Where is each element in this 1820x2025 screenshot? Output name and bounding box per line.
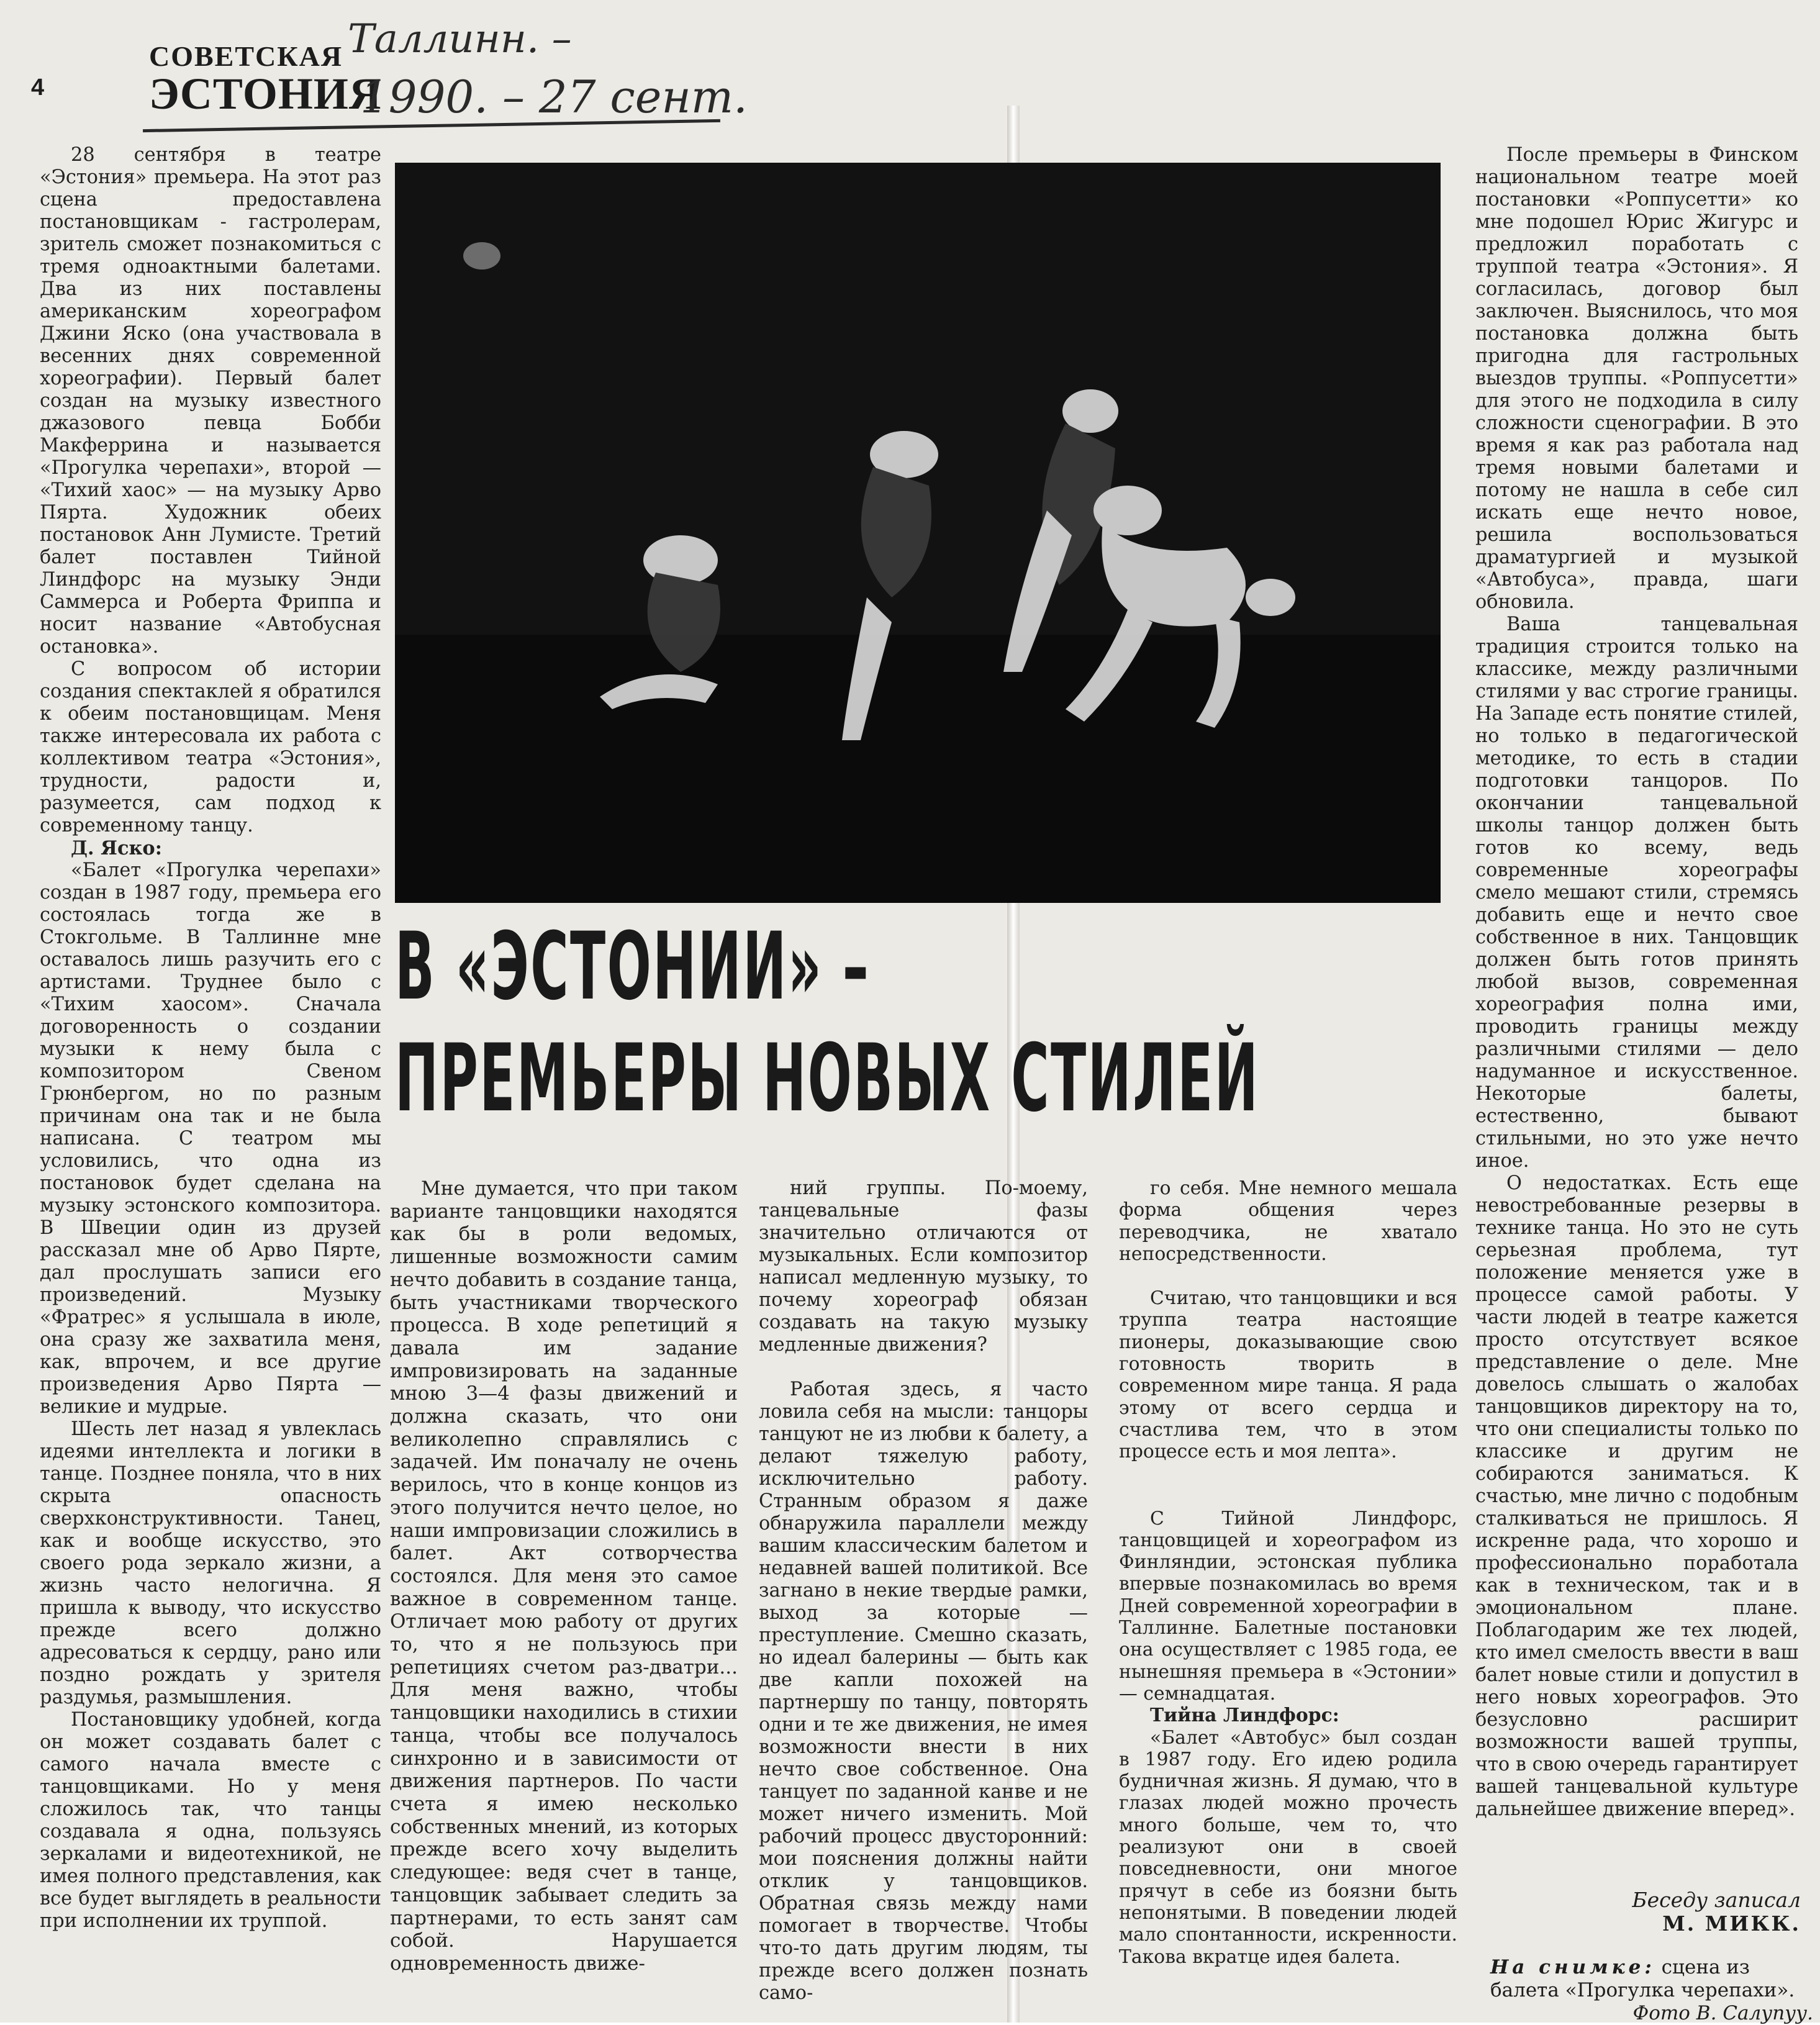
handwritten-city: Таллинн. – [348, 16, 572, 62]
ballet-photo [395, 163, 1441, 903]
paragraph: После премьеры в Финском национальном театре моей постановки «Роппусетти» ко мне подошел Юрис Жигурс и предложил поработать с труппой театра «Эстония». Я согласилась, договор был заключен. Выяснилось, что моя постановка должна быть пригодна для гастрольных выездов труппы. «Роппусетти» для этого не подходила в силу сложности сценографии. В это время я как раз работала над тремя новыми балетами и потому не нашла в себе сил искать еще нечто новое, решила воспользоваться драматургией и музыкой «Автобуса», правда, шаги обновила. [1475, 144, 1798, 613]
photo-credit: Фото В. Салупуу. [1632, 2002, 1813, 2024]
speaker-label: Тийна Линдфорс: [1150, 1705, 1339, 1727]
signoff-author: М. МИКК. [1662, 1911, 1801, 1936]
headline-line-1: В «ЭСТОНИИ» – [395, 913, 871, 1021]
paragraph: Постановщику удобней, когда он может создавать балет с самого начала вместе с танцовщиками. Но у меня сложилось так, что танцы создавала я одна, пользуясь зеркалами и видеотехникой, не имея полного представления, как все будет выглядеть в реальности при исполнении их труппой. [40, 1709, 381, 1932]
article-column-5 [1475, 144, 1798, 1821]
paragraph: «Балет «Автобус» был создан в 1987 году. Его идею родила будничная жизнь. Я думаю, что в глазах людей можно прочесть много больше, чем то, что реализуют они в своей повседневности, они многое прячут в себе из боязни быть непонятыми. В поведении людей мало спонтанности, искренности. Такова вкратце идея балета. [1119, 1726, 1457, 1968]
caption-text: сцена из балета «Прогулка черепахи». [1490, 1956, 1795, 2001]
paragraph: С Тийной Линдфорс, танцовщицей и хореографом из Финляндии, эстонская публика впервые познакомилась во время Дней современной хореографии в Таллинне. Балетные постановки она осуществляет с 1985 года, ее нынешняя премьера в «Эстонии» — семнадцатая. [1119, 1507, 1457, 1705]
paragraph: Работая здесь, я часто ловила себя на мысли: танцоры танцуют не из любви к балету, а делают тяжелую работу, исключительно работу. Странным образом я даже обнаружила параллели между вашим классическим балетом и недавней вашей политикой. Все загнано в некие твердые рамки, выход за которые — преступление. Смешно сказать, но идеал балерины — быть как две капли похожей на партнершу по танцу, повторять одни и те же движения, не имея возможности внести в них нечто свое собственное. Она танцует по заданной канве и не может ничего изменить. Мой рабочий процесс двусторонний: мои пояснения должны найти отклик у танцовщиков. Обратная связь между нами помогает в творчестве. Чтобы что-то дать другим людям, ты прежде всего должен познать само- [759, 1379, 1088, 2004]
article-column-3 [759, 1177, 1088, 2005]
masthead [25, 16, 770, 123]
article-column-2 [390, 1177, 738, 1975]
paragraph: Считаю, что танцовщики и вся труппа театра настоящие пионеры, доказывающие свою готовность творить в современном мире танца. Я рада этому от всего сердца и счастлива тем, что в этом процессе есть и моя лепта». [1119, 1287, 1457, 1463]
newspaper-name-top: СОВЕТСКАЯ [149, 40, 343, 72]
newspaper-name: ЭСТОНИЯ [149, 69, 382, 119]
caption-label: На снимке: [1490, 1956, 1655, 1978]
paragraph: ний группы. По-моему, танцевальные фазы значительно отличаются от музыкальных. Если композитор написал медленную музыку, то почему хореограф обязан создавать на такую музыку медленные движения? [759, 1177, 1088, 1356]
speaker-label: Д. Яско: [71, 837, 162, 859]
paragraph: Мне думается, что при таком варианте танцовщики находятся как бы в роли ведомых, лишенные возможности самим нечто добавить в создание танца, быть участниками творческого процесса. В ходе репетиций я давала им задание импровизировать на заданные мною 3—4 фазы движений и должна сказать, что они великолепно справлялись с задачей. Им поначалу не очень верилось, что в конце концов из этого получится нечто целое, но наши импровизации сложились в балет. Акт сотворчества состоялся. Для меня это самое важное в современном танце. Отличает мою работу от других то, что я не пользуюсь при репетициях счетом раз-дватри... Для меня важно, чтобы танцовщики находились в стихии танца, чтобы все получалось синхронно и в зависимости от движения партнеров. По части счета я имею несколько собственных мнений, из которых прежде всего хочу выделить следующее: ведя счет в танце, танцовщик забывает следить за партнерами, то есть занят сам собой. Нарушается одновременность движе- [390, 1177, 738, 1975]
paragraph: Ваша танцевальная традиция строится только на классике, между различными стилями у вас строгие границы. На Западе есть понятие стилей, но только в педагогической методике, то есть в стадии подготовки танцоров. По окончании танцевальной школы танцор должен быть готов ко всему, ведь современные хореографы смело мешают стили, стремясь добавить еще и нечто свое собственное в них. Танцовщик должен быть готов принять любой вызов, современная хореография полна ими, проводить границы между различными стилями — дело надуманное и искусственное. Некоторые балеты, естественно, бывают стильными, но это уже нечто иное. [1475, 614, 1798, 1172]
paragraph: Шесть лет назад я увлеклась идеями интеллекта и логики в танце. Позднее поняла, что в них скрыта опасность сверхконструктивности. Танец, как и вообще искусство, это своего рода зеркало жизни, а жизнь часто нелогична. Я пришла к выводу, что искусство прежде всего должно адресоваться к сердцу, рано или поздно рождать у зрителя раздумья, размышления. [40, 1418, 381, 1708]
paragraph: 28 сентября в театре «Эстония» премьера. На этот раз сцена предоставлена постановщикам - гастролерам, зритель сможет познакомиться с тремя одноактными балетами. Два из них поставлены американским хореографом Джини Яско (она участвовала в весенних днях современной хореографии). Первый балет создан на музыку известного джазового певца Бобби Макферрина и называется «Прогулка черепахи», второй — «Тихий хаос» — на музыку Арво Пярта. Художник обеих постановок Анн Лумисте. Третий балет поставлен Тийной Линдфорс на музыку Энди Саммерса и Роберта Фриппа и носит название «Автобусная остановка». [40, 144, 381, 658]
signoff-line: Беседу записал [1632, 1888, 1801, 1912]
paragraph: «Балет «Прогулка черепахи» создан в 1987 году, премьера его состоялась тогда же в Стокгольме. В Таллинне мне оставалось лишь разучить его с артистами. Труднее было с «Тихим хаосом». Сначала договоренность о создании музыки к нему была с композитором Свеном Грюнбергом, но по разным причинам она так и не была написана. С театром мы условились, что одна из постановок будет сделана на музыку эстонского композитора. В Швеции один из друзей рассказал мне об Арво Пярте, дал прослушать записи его произведений. Музыку «Фратрес» я услышала в июле, она сразу же захватила меня, как, впрочем, и все другие произведения Арво Пярта — великие и мудрые. [40, 859, 381, 1418]
article-column-1 [40, 144, 381, 1932]
article-column-4 [1119, 1177, 1457, 1968]
paragraph: О недостатках. Есть еще невостребованные резервы в технике танца. Но это не суть серьезная проблема, тут положение меняется уже в процессе самой работы. У части людей в театре кажется просто отсутствует всякое представление о деле. Мне довелось слышать о жалобах танцовщиков директору на то, что они специалисты только по классике и другим не собираются заниматься. К счастью, мне лично с подобным сталкиваться не пришлось. Я искренне рада, что хорошо и профессионально поработала как в техническом, так и в эмоциональном плане. Поблагодарим же тех людей, кто имел смелость ввести в ваш балет новые стили и допустил в него новых хореографов. Это безусловно расширит возможности вашей труппы, что в свою очередь гарантирует вашей танцевальной культуре дальнейшее движение вперед». [1475, 1172, 1798, 1820]
page-number: 4 [31, 75, 45, 101]
paragraph: С вопросом об истории создания спектаклей я обратился к обеим постановщицам. Меня также интересовала их работа с коллективом театра «Эстония», трудности, радости и, разумеется, сам подход к современному танцу. [40, 658, 381, 836]
headline-line-2: ПРЕМЬЕРЫ НОВЫХ СТИЛЕЙ [395, 1025, 1260, 1133]
paragraph: го себя. Мне немного мешала форма общения через переводчика, не хватало непосредственности. [1119, 1177, 1457, 1265]
handwritten-date: 1990. – 27 сент. [360, 71, 748, 123]
headline [395, 913, 1295, 1149]
ballet-photo-image [395, 163, 1441, 903]
photo-caption [1490, 1956, 1813, 2025]
